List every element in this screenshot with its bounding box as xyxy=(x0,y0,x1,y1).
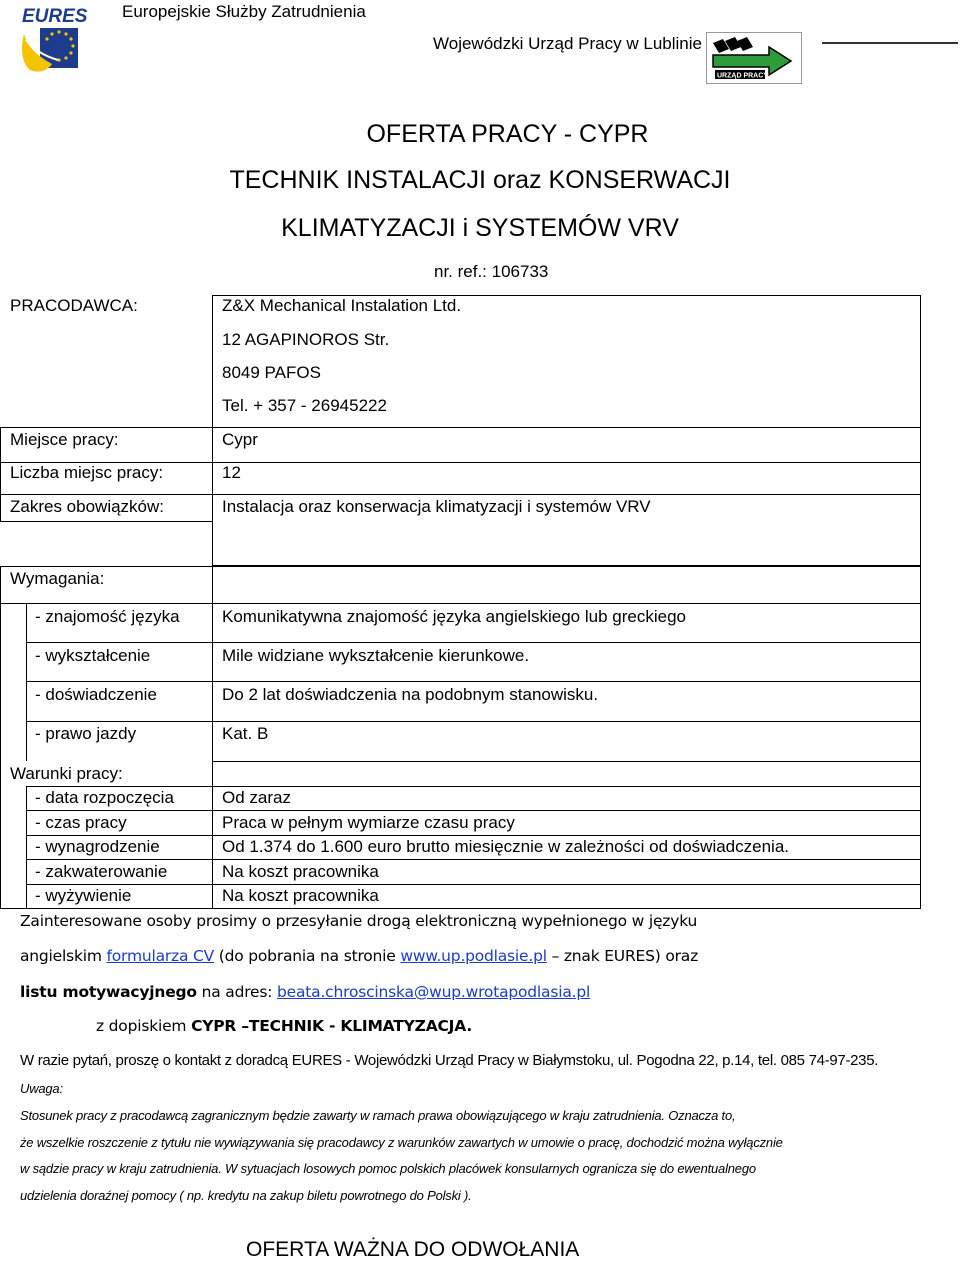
cond-salary-label: - wynagrodzenie xyxy=(35,837,160,856)
employer-name: Z&X Mechanical Instalation Ltd. xyxy=(222,296,462,315)
up-logo-text: URZĄD PRACY xyxy=(717,72,768,80)
apply-line-3: listu motywacyjnego na adres: beata.chroscinska@wup.wrotapodlasia.pl xyxy=(20,983,591,1001)
note-line-3: w sądzie pracy w kraju zatrudnienia. W sytuacjach losowych pomoc polskich placówek konsularnych ogranicza się do ewentualnego xyxy=(20,1161,756,1176)
note-line-1: Stosunek pracy z pracodawcą zagranicznym będzie zawarty w ramach prawa obowiązującego w kraju zatrudnienia. Oznacza to, xyxy=(20,1108,736,1123)
req-language-label: - znajomość języka xyxy=(35,607,180,626)
duties-label: Zakres obowiązków: xyxy=(10,497,165,516)
employer-street: 12 AGAPINOROS Str. xyxy=(222,330,390,349)
cond-start-value: Od zaraz xyxy=(222,788,291,807)
positions-value: 12 xyxy=(222,463,241,482)
req-driving-value: Kat. B xyxy=(222,724,269,743)
note-line-4: udzielenia doraźnej pomocy ( np. kredytu na zakup biletu powrotnego do Polski ). xyxy=(20,1188,472,1203)
job-title-line2: KLIMATYZACJI i SYSTEMÓW VRV xyxy=(281,214,679,242)
note-line-2: że wszelkie roszczenie z tytułu nie wywiązywania się pracodawcy z warunków zawartych w umowie o pracę, dochodzić można wyłącznie xyxy=(20,1135,783,1150)
cond-housing-value: Na koszt pracownika xyxy=(222,862,379,881)
cond-salary-value: Od 1.374 do 1.600 euro brutto miesięcznie w zależności od doświadczenia. xyxy=(222,837,790,856)
apply-line-4: z dopiskiem CYPR –TECHNIK - KLIMATYZACJA. xyxy=(96,1017,473,1035)
positions-label: Liczba miejsc pracy: xyxy=(10,463,164,482)
eures-logo-text: EURES xyxy=(22,6,88,27)
job-title-line1: TECHNIK INSTALACJI oraz KONSERWACJI xyxy=(229,166,731,194)
cond-housing-label: - zakwaterowanie xyxy=(35,862,168,881)
cond-meals-label: - wyżywienie xyxy=(35,886,132,905)
reference-number: nr. ref.: 106733 xyxy=(434,262,549,281)
eures-logo xyxy=(18,4,104,80)
offer-title: OFERTA PRACY - CYPR xyxy=(366,120,649,148)
cond-start-label: - data rozpoczęcia xyxy=(35,788,174,807)
req-education-label: - wykształcenie xyxy=(35,646,151,665)
req-experience-value: Do 2 lat doświadczenia na podobnym stanowisku. xyxy=(222,685,599,704)
website-link[interactable]: www.up.podlasie.pl xyxy=(400,947,547,965)
cond-hours-value: Praca w pełnym wymiarze czasu pracy xyxy=(222,813,515,832)
apply-line-1: Zainteresowane osoby prosimy o przesyłanie drogą elektroniczną wypełnionego w języku xyxy=(20,912,698,930)
req-education-value: Mile widziane wykształcenie kierunkowe. xyxy=(222,646,530,665)
duties-value: Instalacja oraz konserwacja klimatyzacji i systemów VRV xyxy=(222,497,651,516)
email-link[interactable]: beata.chroscinska@wup.wrotapodlasia.pl xyxy=(277,983,591,1001)
note-label: Uwaga: xyxy=(20,1081,63,1096)
employer-city: 8049 PAFOS xyxy=(222,363,321,382)
req-language-value: Komunikatywna znajomość języka angielskiego lub greckiego xyxy=(222,607,686,626)
req-experience-label: - doświadczenie xyxy=(35,685,157,704)
header-org-line: Europejskie Służby Zatrudnienia xyxy=(122,2,366,21)
cond-meals-value: Na koszt pracownika xyxy=(222,886,379,905)
header-divider xyxy=(822,42,958,44)
cv-form-link[interactable]: formularza CV xyxy=(106,947,215,965)
employer-label: PRACODAWCA: xyxy=(10,296,138,315)
conditions-label: Warunki pracy: xyxy=(10,764,123,783)
apply-line-2: angielskim formularza CV (do pobrania na stronie www.up.podlasie.pl – znak EURES) oraz xyxy=(20,947,699,965)
employer-phone: Tel. + 357 - 26945222 xyxy=(222,396,387,415)
contact-info: W razie pytań, proszę o kontakt z doradcą EURES - Wojewódzki Urząd Pracy w Białymstoku, ul. Pogodna 22, p.14, tel. 085 74-97-235. xyxy=(20,1052,879,1069)
urzad-pracy-logo xyxy=(706,32,802,84)
req-driving-label: - prawo jazdy xyxy=(35,724,137,743)
workplace-label: Miejsce pracy: xyxy=(10,430,119,449)
offer-validity: OFERTA WAŻNA DO ODWOŁANIA xyxy=(246,1238,580,1261)
workplace-value: Cypr xyxy=(222,430,258,449)
header-office-line: Wojewódzki Urząd Pracy w Lublinie xyxy=(433,34,702,53)
cond-hours-label: - czas pracy xyxy=(35,813,127,832)
requirements-label: Wymagania: xyxy=(10,569,105,588)
